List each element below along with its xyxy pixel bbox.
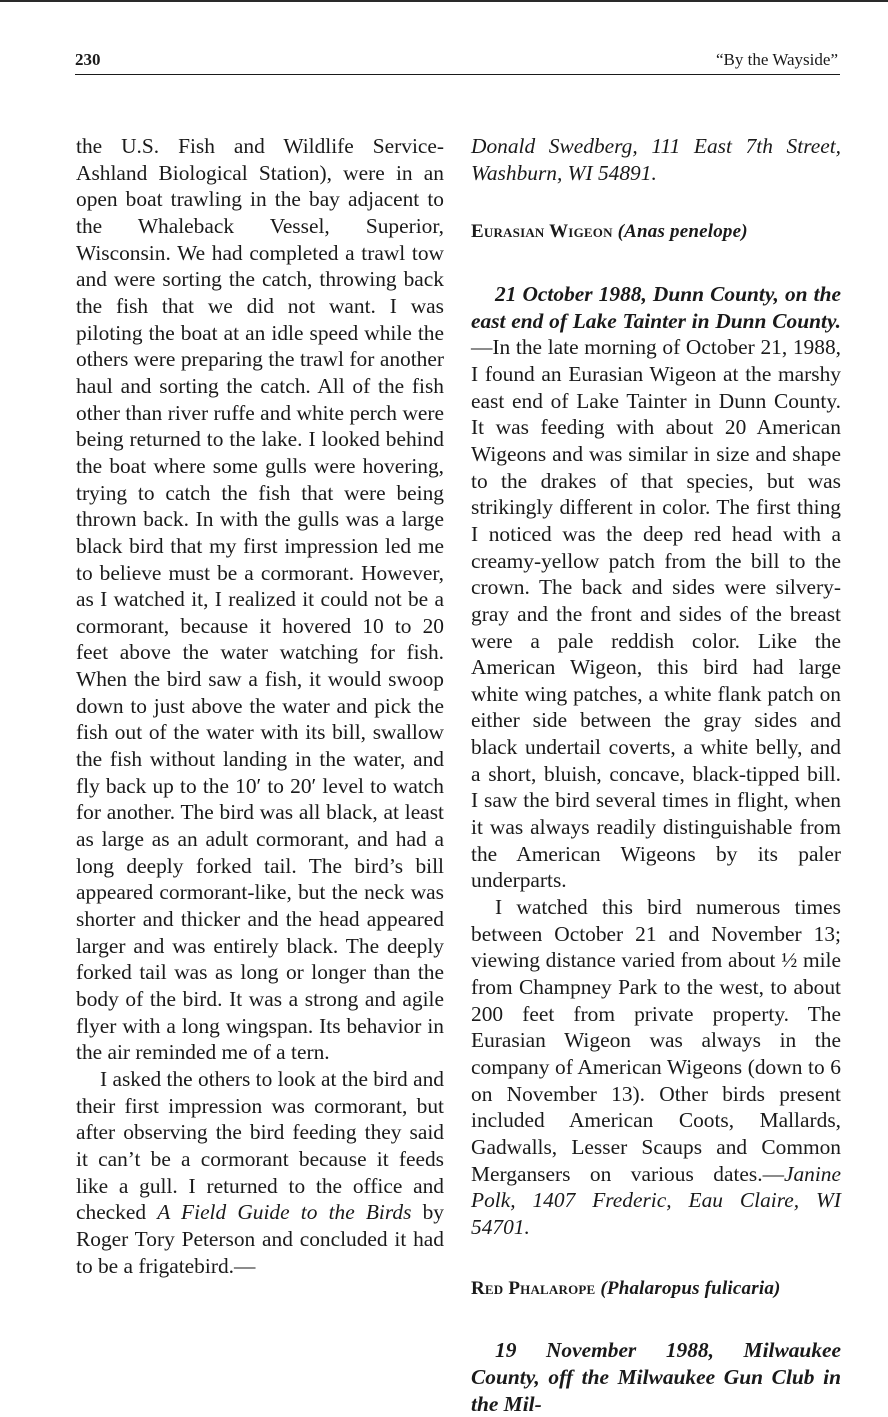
paragraph-text: I watched this bird numerous times between October 21 and November 13; viewing distance varied from about ½ mile from Champney Park to the west, to about 200 feet from private property. The Eurasian Wigeon was always in the company of American Wigeons (down to 6 on November 13). Other birds present included American Coots, Mallards, Gadwalls, Lesser Scaups and Common Mergansers on various dates.— xyxy=(471,895,841,1186)
species-heading-red-phalarope xyxy=(471,1276,841,1303)
species-name: Red Phalarope xyxy=(471,1277,596,1299)
right-column xyxy=(471,133,841,1417)
running-head: “By the Wayside” xyxy=(715,50,838,69)
header-rule xyxy=(75,74,840,75)
paragraph-wigeon-observation xyxy=(471,281,841,894)
species-latin-name: (Phalaropus fulicaria) xyxy=(600,1277,781,1299)
page-header xyxy=(75,50,838,72)
left-column xyxy=(76,133,444,1279)
species-latin-name: (Anas penelope) xyxy=(617,221,748,243)
paragraph-text: —In the late morning of October 21, 1988, I found an Eurasian Wigeon at the marshy east end of Lake Tainter in Dunn County. It was feeding with about 20 American Wigeons and was similar in size and shape to the drakes of that species, but was strikingly different in color. The first thing I noticed was the deep red head with a creamy-yellow patch from the bill to the crown. The back and sides were silvery-gray and the front and sides of the breast were a pale reddish color. Like the American Wigeon, this bird had large white wing patches, a white flank patch on either side between the gray sides and black undertail coverts, a white belly, and a short, bluish, concave, black-tipped bill. I saw the bird several times in flight, when it was always readily distinguishable from the American Wigeons by its paler underparts. xyxy=(471,335,841,893)
paragraph-text: I asked the others to look at the bird and their first impression was cormorant, but after observing the bird feeding they said it can’t be a cormorant because it feeds like a gull. I returned to the office and checked xyxy=(76,1066,444,1225)
paragraph-frigatebird-observation: the U.S. Fish and Wildlife Service-Ashland Biological Station), were in an open boat trawling in the bay adjacent to the Whaleback Vessel, Superior, Wisconsin. We had completed a trawl tow and were sorting the catch, throwing back the fish that we did not want. I was piloting the boat at an idle speed while the others were preparing the trawl for another haul and sorting the catch. All of the fish other than river ruffe and white perch were being returned to the lake. I looked behind the boat where some gulls were hovering, trying to catch the fish that were being thrown back. In with the gulls was a large black bird that my first impression led me to believe must be a cormorant. However, as I watched it, I realized it could not be a cormorant, because it hovered 10 to 20 feet above the water watching for fish. When the bird saw a fish, it would swoop down to just above the water and pick the fish out of the water with its bill, swallow the fish without landing in the water, and fly back up to the 10′ to 20′ level to watch for another. The bird was all black, at least as large as an adult cormorant, and had a long deeply forked tail. The bird’s bill appeared cormorant-like, but the neck was shorter and thicker and the head appeared larger and was entirely black. The deeply forked tail was as long or longer than the body of the bird. It was a strong and agile flyer with a long wingspan. Its behavior in the air reminded me of a tern. xyxy=(76,134,444,1065)
signature-swedberg: Donald Swedberg, 111 East 7th Street, Washburn, WI 54891. xyxy=(471,134,841,185)
paragraph-phalarope-dateline xyxy=(471,1337,841,1417)
species-name: Eurasian Wigeon xyxy=(471,221,613,243)
dateline: 19 November 1988, Milwaukee County, off the Milwaukee Gun Club in the Mil- xyxy=(471,1338,841,1416)
paragraph-text: by Roger Tory Peterson and concluded it had to be a frigatebird.— xyxy=(76,1200,444,1278)
signature-polk: Janine Polk, 1407 Frederic, Eau Claire, WI 54701. xyxy=(471,1161,841,1239)
top-edge-rule xyxy=(0,0,888,2)
page-number: 230 xyxy=(75,50,101,69)
paragraph-frigatebird-conclusion xyxy=(76,1066,444,1279)
dateline: 21 October 1988, Dunn County, on the east end of Lake Tainter in Dunn County. xyxy=(471,281,841,333)
paragraph-wigeon-followup xyxy=(471,894,841,1241)
species-heading-eurasian-wigeon xyxy=(471,219,841,246)
book-title: A Field Guide to the Birds xyxy=(157,1200,412,1225)
